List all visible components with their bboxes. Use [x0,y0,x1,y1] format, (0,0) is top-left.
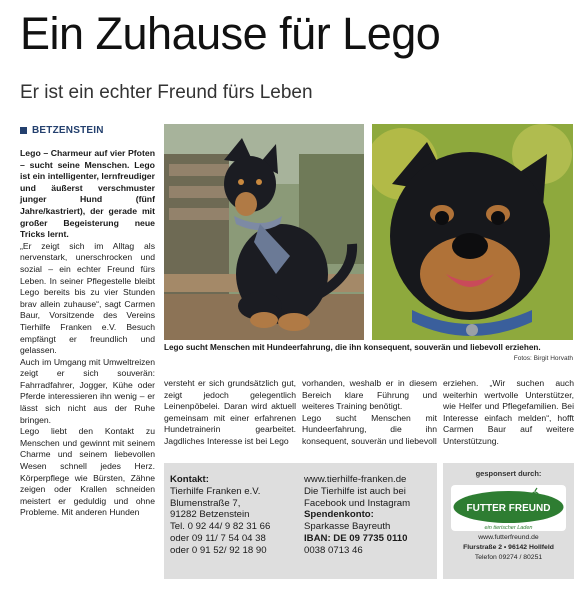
contact-phone: oder 09 11/ 7 54 04 38 [170,532,266,544]
iban: IBAN: DE 09 7735 0110 [304,532,408,544]
social-text: Die Tierhilfe ist auch bei [304,485,406,497]
contact-line: Tierhilfe Franken e.V. [170,485,261,497]
futterfreund-logo-graphic [451,485,566,531]
article-lead: Lego – Charmeur auf vier Pfoten – sucht seine Menschen. Lego ist ein intelligenter, lernfreudiger und äußerst verschmuster junger Hund (fünf Jahre/kastriert), der gerade mit großer Begeisterung neue Tricks lernt. [20,148,155,240]
iban-continued: 0038 0713 46 [304,544,363,556]
dog-on-bench-illustration [164,124,364,340]
logo-text: FUTTER FREUND [466,503,551,514]
subheadline: Er ist ein echter Freund fürs Leben [20,82,313,103]
paragraph-3: Lego liebt den Kontakt zu Menschen und gewinnt mit seinem Charme und seinem liebevollen Wesen schnell jedes Herz. Körperpflege wie Bürsten, Zähne zeigen oder Krallen schneiden meistert er geduldig und ohne Probleme. Mit anderen Hunden [20,426,155,518]
column-3-paragraph-1: vorhanden, weshalb er in diesem Bereich klare Führung und weiteres Training benötigt. [302,378,437,412]
contact-heading: Kontakt: [170,474,209,485]
dog-portrait-illustration [372,124,573,340]
paragraph-1: „Er zeigt sich im Alltag als nervenstark, unerschrocken und sozial – ein echter Freund fürs Leben. In seiner Pflegestelle bleibt Lego bereits bis zu vier Stunden brav allein zuhause“, sagt Carmen Baur, Vorsitzende des Vereins Tierhilfe Franken e.V. Besuch empfängt er freundlich und gelassen. [20,240,155,356]
photo-caption: Lego sucht Menschen mit Hundeerfahrung, die ihn konsequent, souverän und liebevoll erziehen. [164,343,541,352]
dog-portrait-photo [372,124,573,340]
contact-phone: Tel. 0 92 44/ 9 82 31 66 [170,521,271,533]
social-text: Facebook und Instagram [304,497,411,509]
logo-tagline: ein tierischer Laden [484,525,533,531]
article-column-3 [302,378,437,448]
column-3-paragraph-2: Lego sucht Menschen mit Hundeerfahrung, die ihn konsequent, souverän und liebevoll [302,412,437,446]
contact-line: Blumenstraße 7, [170,497,241,509]
website-link[interactable]: www.tierhilfe-franken.de [304,474,407,485]
dog-on-bench-photo [164,124,364,340]
headline: Ein Zuhause für Lego [20,8,441,59]
article-column-2: versteht er sich grundsätzlich gut, zeigt jedoch gelegentlich Leinenpöbelei. Daran wird aktuell gemeinsam mit einer erfahrenen Hundetrainerin gearbeitet. Jagdliches Interesse ist bei Lego [164,378,296,446]
article-column-4: erziehen. „Wir suchen auch weiterhin wertvolle Unterstützer, wie Helfer und Pflegefamilien. Bei Interesse einfach melden“, hofft Carmen Baur auf weitere Unterstützung. [443,378,574,446]
contact-box [164,463,437,579]
sponsor-address: Flurstraße 2 • 96142 Hollfeld [463,544,554,551]
contact-line: 91282 Betzenstein [170,509,250,521]
contact-address [170,474,270,557]
bank-name: Sparkasse Bayreuth [304,521,391,533]
photo-credit: Fotos: Birgit Horvath [513,355,573,362]
dateline-text: BETZENSTEIN [32,125,104,136]
sponsor-details [443,533,574,563]
article-column-1 [20,148,155,519]
account-heading: Spendenkonto: [304,509,374,521]
sponsor-url[interactable]: www.futterfreund.de [478,534,539,541]
sponsor-heading: gesponsert durch: [475,469,542,478]
sponsor-box [443,463,574,579]
dateline-square-icon [20,127,27,134]
sponsor-phone: Telefon 09274 / 80251 [474,554,543,561]
paragraph-2: Auch im Umgang mit Umweltreizen zeigt er sich souverän: Fahrradfahrer, Jogger, Kühe oder Pferde interessieren ihn wenig – er lässt sich nicht aus der Ruhe bringen. [20,356,155,425]
contact-web-and-bank [304,474,410,557]
dateline [20,125,104,136]
contact-phone: oder 0 91 52/ 92 18 90 [170,544,267,556]
futterfreund-logo[interactable] [451,485,566,531]
